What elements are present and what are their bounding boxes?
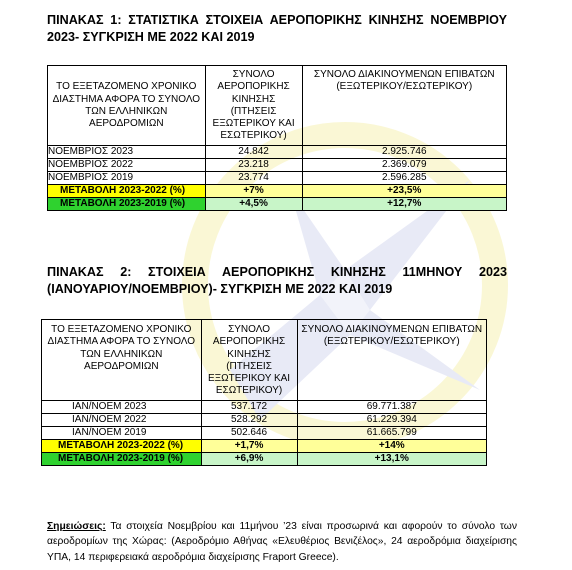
- passengers-value: 61.665.799: [297, 426, 487, 439]
- row-label: ΜΕΤΑΒΟΛΗ 2023-2022 (%): [42, 439, 202, 452]
- flights-value: 502.646: [201, 426, 297, 439]
- table-row: [42, 426, 487, 439]
- table1-header-row: [48, 66, 507, 146]
- table2-header-row: [42, 320, 487, 401]
- passengers-value: 61.229.394: [297, 413, 487, 426]
- table2-col-passengers-header: ΣΥΝΟΛΟ ΔΙΑΚΙΝΟΥΜΕΝΩΝ ΕΠΙΒΑΤΩΝ (ΕΞΩΤΕΡΙΚΟΥ/ΕΣΩΤΕΡΙΚΟΥ): [297, 320, 487, 401]
- passengers-change: +14%: [297, 439, 487, 452]
- table1-heading: ΠΙΝΑΚΑΣ 1: ΣΤΑΤΙΣΤΙΚΑ ΣΤΟΙΧΕΙΑ ΑΕΡΟΠΟΡΙΚΗΣ ΚΙΝΗΣΗΣ ΝΟΕΜΒΡΙΟΥ 2023- ΣΥΓΚΡΙΣΗ ΜΕ 2022 ΚΑΙ 2019: [47, 13, 507, 44]
- flights-value: 23.774: [205, 171, 302, 184]
- passengers-value: 69.771.387: [297, 400, 487, 413]
- row-label: ΜΕΤΑΒΟΛΗ 2023-2019 (%): [42, 452, 202, 465]
- passengers-change: +13,1%: [297, 452, 487, 465]
- change-row-2022: [42, 439, 487, 452]
- passengers-change: +23,5%: [302, 184, 506, 197]
- flights-value: 24.842: [205, 145, 302, 158]
- passengers-change: +12,7%: [302, 197, 506, 210]
- notes-text: Τα στοιχεία Νοεμβρίου και 11μήνου ’23 είναι προσωρινά και αφορούν το σύνολο των αεροδρομίων της Χώρας: (Αεροδρόμιο Αθήνας «Ελευθέριος Βενιζέλος», 24 αεροδρόμια διαχείρισης ΥΠΑ, 14 περιφερειακά αεροδρόμια διαχείρισης Fraport Greece).: [47, 521, 517, 563]
- table2-col-flights-header: ΣΥΝΟΛΟ ΑΕΡΟΠΟΡΙΚΗΣ ΚΙΝΗΣΗΣ (ΠΤΗΣΕΙΣ ΕΞΩΤΕΡΙΚΟΥ ΚΑΙ ΕΣΩΤΕΡΙΚΟΥ): [201, 320, 297, 401]
- change-row-2019: [48, 197, 507, 210]
- flights-value: 537.172: [201, 400, 297, 413]
- row-label: ΙΑΝ/ΝΟΕΜ 2019: [42, 426, 202, 439]
- row-label: ΙΑΝ/ΝΟΕΜ 2023: [42, 400, 202, 413]
- table1-col-passengers-header: ΣΥΝΟΛΟ ΔΙΑΚΙΝΟΥΜΕΝΩΝ ΕΠΙΒΑΤΩΝ (ΕΞΩΤΕΡΙΚΟΥ/ΕΣΩΤΕΡΙΚΟΥ): [302, 66, 506, 146]
- row-label: ΙΑΝ/ΝΟΕΜ 2022: [42, 413, 202, 426]
- row-label: ΝΟΕΜΒΡΙΟΣ 2019: [48, 171, 206, 184]
- table2-col-period-header: ΤΟ ΕΞΕΤΑΖΟΜΕΝΟ ΧΡΟΝΙΚΟ ΔΙΑΣΤΗΜΑ ΑΦΟΡΑ ΤΟ ΣΥΝΟΛΟ ΤΩΝ ΕΛΛΗΝΙΚΩΝ ΑΕΡΟΔΡΟΜΙΩΝ: [42, 320, 202, 401]
- table-row: [48, 158, 507, 171]
- row-label: ΝΟΕΜΒΡΙΟΣ 2023: [48, 145, 206, 158]
- change-row-2022: [48, 184, 507, 197]
- flights-change: +7%: [205, 184, 302, 197]
- table-row: [48, 145, 507, 158]
- row-label: ΜΕΤΑΒΟΛΗ 2023-2019 (%): [48, 197, 206, 210]
- row-label: ΜΕΤΑΒΟΛΗ 2023-2022 (%): [48, 184, 206, 197]
- passengers-value: 2.596.285: [302, 171, 506, 184]
- flights-value: 23.218: [205, 158, 302, 171]
- flights-change: +4,5%: [205, 197, 302, 210]
- flights-value: 528.292: [201, 413, 297, 426]
- flights-change: +1,7%: [201, 439, 297, 452]
- table1-col-flights-header: ΣΥΝΟΛΟ ΑΕΡΟΠΟΡΙΚΗΣ ΚΙΝΗΣΗΣ (ΠΤΗΣΕΙΣ ΕΞΩΤΕΡΙΚΟΥ ΚΑΙ ΕΣΩΤΕΡΙΚΟΥ): [205, 66, 302, 146]
- row-label: ΝΟΕΜΒΡΙΟΣ 2022: [48, 158, 206, 171]
- table-row: [48, 171, 507, 184]
- flights-change: +6,9%: [201, 452, 297, 465]
- table2: [41, 319, 487, 466]
- notes-paragraph: [47, 519, 517, 565]
- table1-col-period-header: ΤΟ ΕΞΕΤΑΖΟΜΕΝΟ ΧΡΟΝΙΚΟ ΔΙΑΣΤΗΜΑ ΑΦΟΡΑ ΤΟ ΣΥΝΟΛΟ ΤΩΝ ΕΛΛΗΝΙΚΩΝ ΑΕΡΟΔΡΟΜΙΩΝ: [48, 66, 206, 146]
- table1: [47, 65, 507, 211]
- passengers-value: 2.369.079: [302, 158, 506, 171]
- table2-heading: ΠΙΝΑΚΑΣ 2: ΣΤΟΙΧΕΙΑ ΑΕΡΟΠΟΡΙΚΗΣ ΚΙΝΗΣΗΣ 11ΜΗΝΟΥ 2023 (ΙΑΝΟΥΑΡΙΟΥ/ΝΟΕΜΒΡΙΟΥ)- ΣΥΓΚΡΙΣΗ ΜΕ 2022 ΚΑΙ 2019: [47, 265, 507, 296]
- notes-label: Σημειώσεις:: [47, 521, 106, 532]
- change-row-2019: [42, 452, 487, 465]
- table-row: [42, 413, 487, 426]
- table-row: [42, 400, 487, 413]
- passengers-value: 2.925.746: [302, 145, 506, 158]
